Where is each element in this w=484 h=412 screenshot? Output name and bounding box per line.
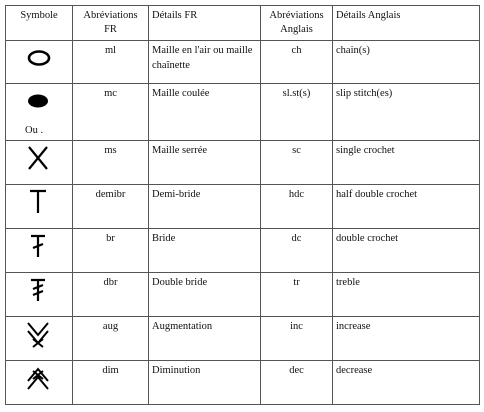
abbr-fr-cell: ms bbox=[73, 141, 149, 185]
table-row bbox=[6, 141, 480, 185]
details-fr-cell: Demi-bride bbox=[149, 185, 261, 229]
details-en-cell: double crochet bbox=[333, 229, 480, 273]
t-one-bar-double-icon bbox=[6, 229, 73, 269]
details-en-cell: half double crochet bbox=[333, 185, 480, 229]
table-row bbox=[6, 185, 480, 229]
details-en-cell: treble bbox=[333, 273, 480, 317]
x-single-crochet-icon bbox=[6, 141, 73, 181]
symbol-cell bbox=[6, 273, 73, 317]
abbr-en-cell: ch bbox=[261, 41, 333, 84]
details-fr-cell: Augmentation bbox=[149, 317, 261, 361]
header-symbol: Symbole bbox=[6, 6, 73, 41]
details-en-cell: chain(s) bbox=[333, 41, 480, 84]
symbol-alternate-note: Ou . bbox=[25, 125, 44, 137]
t-two-bar-treble-icon bbox=[6, 273, 73, 313]
symbol-cell bbox=[6, 84, 73, 141]
symbol-cell bbox=[6, 361, 73, 405]
v-increase-icon bbox=[6, 317, 73, 357]
details-fr-cell: Bride bbox=[149, 229, 261, 273]
a-decrease-icon bbox=[6, 361, 73, 401]
symbol-cell bbox=[6, 185, 73, 229]
details-en-cell: slip stitch(es) bbox=[333, 84, 480, 141]
details-fr-cell: Maille en l'air ou maille chaînette bbox=[149, 41, 261, 84]
t-half-double-icon bbox=[6, 185, 73, 225]
header-abbr-en: Abréviations Anglais bbox=[261, 6, 333, 41]
oval-chain-icon bbox=[6, 41, 73, 79]
abbr-en-cell: dc bbox=[261, 229, 333, 273]
table-row bbox=[6, 317, 480, 361]
abbr-fr-cell: ml bbox=[73, 41, 149, 84]
details-fr-cell: Diminution bbox=[149, 361, 261, 405]
header-details-en: Détails Anglais bbox=[333, 6, 480, 41]
abbr-en-cell: sc bbox=[261, 141, 333, 185]
abbr-fr-cell: dbr bbox=[73, 273, 149, 317]
table-row bbox=[6, 84, 480, 141]
abbr-en-cell: tr bbox=[261, 273, 333, 317]
details-fr-cell: Maille serrée bbox=[149, 141, 261, 185]
header-row bbox=[6, 6, 480, 41]
abbr-en-cell: sl.st(s) bbox=[261, 84, 333, 141]
abbr-fr-cell: aug bbox=[73, 317, 149, 361]
abbr-en-cell: hdc bbox=[261, 185, 333, 229]
details-en-cell: increase bbox=[333, 317, 480, 361]
symbol-cell bbox=[6, 141, 73, 185]
abbr-fr-cell: br bbox=[73, 229, 149, 273]
details-en-cell: single crochet bbox=[333, 141, 480, 185]
details-en-cell: decrease bbox=[333, 361, 480, 405]
table-row bbox=[6, 41, 480, 84]
header-abbr-fr: Abréviations FR bbox=[73, 6, 149, 41]
symbol-cell bbox=[6, 41, 73, 84]
abbr-fr-cell: mc bbox=[73, 84, 149, 141]
details-fr-cell: Maille coulée bbox=[149, 84, 261, 141]
abbr-fr-cell: dim bbox=[73, 361, 149, 405]
header-details-fr: Détails FR bbox=[149, 6, 261, 41]
table-row bbox=[6, 361, 480, 405]
abbr-fr-cell: demibr bbox=[73, 185, 149, 229]
crochet-symbol-table bbox=[5, 5, 480, 405]
symbol-cell bbox=[6, 317, 73, 361]
abbr-en-cell: inc bbox=[261, 317, 333, 361]
details-fr-cell: Double bride bbox=[149, 273, 261, 317]
symbol-cell bbox=[6, 229, 73, 273]
table-row bbox=[6, 273, 480, 317]
table-row bbox=[6, 229, 480, 273]
abbr-en-cell: dec bbox=[261, 361, 333, 405]
